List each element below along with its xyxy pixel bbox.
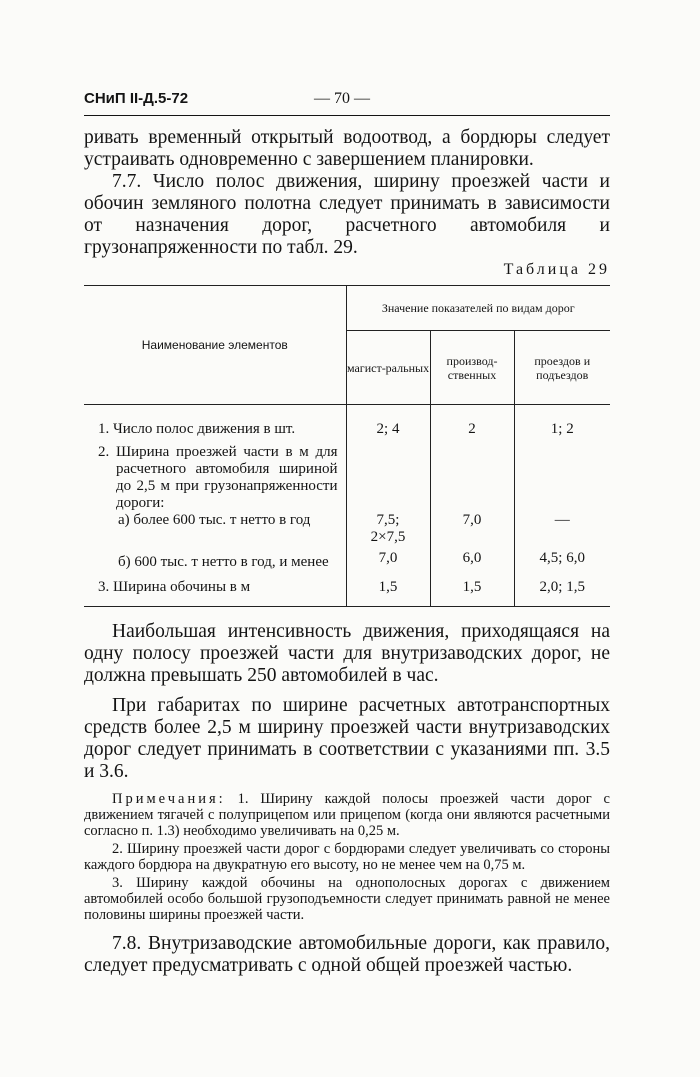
header-rule (84, 115, 610, 116)
page-number: — 70 — (314, 90, 370, 107)
table-row (84, 512, 610, 546)
section-number-7-7: 7.7. (112, 171, 142, 192)
cell-value: 2,0; 1,5 (514, 571, 610, 607)
cell-value: 1,5 (430, 571, 514, 607)
row-name: а) более 600 тыс. т нетто в год (118, 512, 311, 528)
notes-label: Примечания: (112, 791, 226, 807)
notes-block (84, 791, 610, 923)
header-element-name: Наименование элементов (84, 286, 346, 405)
note-3: 3. Ширину каждой обочины на однополосных дорогах с движением автомобилей особо большой грузоподъемности следует принимать равной не менее половины ширины проезжей части. (84, 875, 610, 923)
cell-value: 2 (430, 405, 514, 439)
note-2: 2. Ширину проезжей части дорог с бордюрами следует увеличивать со стороны каждого бордюра на двукратную его высоту, но не менее чем на 0,75 м. (84, 841, 610, 873)
row-name: 2. Ширина проезжей части в м для расчетного автомобиля шириной до 2,5 м при грузонапряженности дороги: (98, 444, 338, 511)
paragraph-7-8-text: Внутризаводские автомобильные дороги, как правило, следует предусматривать с одной общей проезжей частью. (84, 933, 610, 976)
cell-value-line: 2×7,5 (370, 529, 406, 545)
cell-value-line: 7,5; (376, 512, 400, 528)
paragraph-7-7 (84, 171, 610, 259)
header-indicator-values: Значение показателей по видам дорог (346, 286, 610, 331)
header-col-industrial-roads: производ-ственных (430, 331, 514, 405)
paragraph-7-7-text: Число полос движения, ширину проезжей части и обочин земляного полотна следует принимать в зависимости от назначения дорог, расчетного автомобиля и грузонапряженности по табл. 29. (84, 171, 610, 258)
cell-value: — (514, 512, 610, 546)
row-name: 3. Ширина обочины в м (98, 579, 251, 595)
cell-value (346, 512, 430, 546)
row-name: б) 600 тыс. т нетто в год, и менее (118, 554, 329, 570)
table-29 (84, 285, 610, 607)
table-row (84, 571, 610, 607)
paragraph-7-8 (84, 933, 610, 977)
cell-value: 4,5; 6,0 (514, 546, 610, 571)
page-header (84, 86, 610, 116)
section-number-7-8: 7.8. (112, 933, 142, 954)
cell-value (514, 438, 610, 512)
cell-value (430, 438, 514, 512)
table-caption: Таблица 29 (503, 261, 610, 278)
cell-value: 7,0 (346, 546, 430, 571)
paragraph-continued: ривать временный открытый водоотвод, а бордюры следует устраивать одновременно с завершением планировки. (84, 127, 610, 170)
paragraph-vehicle-width: При габаритах по ширине расчетных автотранспортных средств более 2,5 м ширину проезжей части внутризаводских дорог следует принимать в соответствии с указаниями пп. 3.5 и 3.6. (84, 695, 610, 782)
row-name: 1. Число полос движения в шт. (98, 421, 296, 437)
table-row (84, 438, 610, 512)
document-page (84, 86, 610, 977)
note-1 (84, 791, 610, 839)
cell-value: 2; 4 (346, 405, 430, 439)
header-col-main-roads: магист-ральных (346, 331, 430, 405)
table-row (84, 546, 610, 571)
document-code: СНиП II-Д.5-72 (84, 90, 189, 107)
note-1-text: 1. Ширину каждой полосы проезжей части дорог с движением тягачей с полуприцепом или прицепом (когда они являются расчетными согласно п. 1.3) необходимо увеличивать на 0,25 м. (84, 791, 610, 839)
cell-value (346, 438, 430, 512)
cell-value: 7,0 (430, 512, 514, 546)
table-row (84, 405, 610, 439)
cell-value: 6,0 (430, 546, 514, 571)
cell-value: 1; 2 (514, 405, 610, 439)
cell-value: 1,5 (346, 571, 430, 607)
paragraph-max-intensity: Наибольшая интенсивность движения, приходящаяся на одну полосу проезжей части для внутризаводских дорог, не должна превышать 250 автомобилей в час. (84, 621, 610, 686)
header-col-driveways: проездов и подъездов (514, 331, 610, 405)
